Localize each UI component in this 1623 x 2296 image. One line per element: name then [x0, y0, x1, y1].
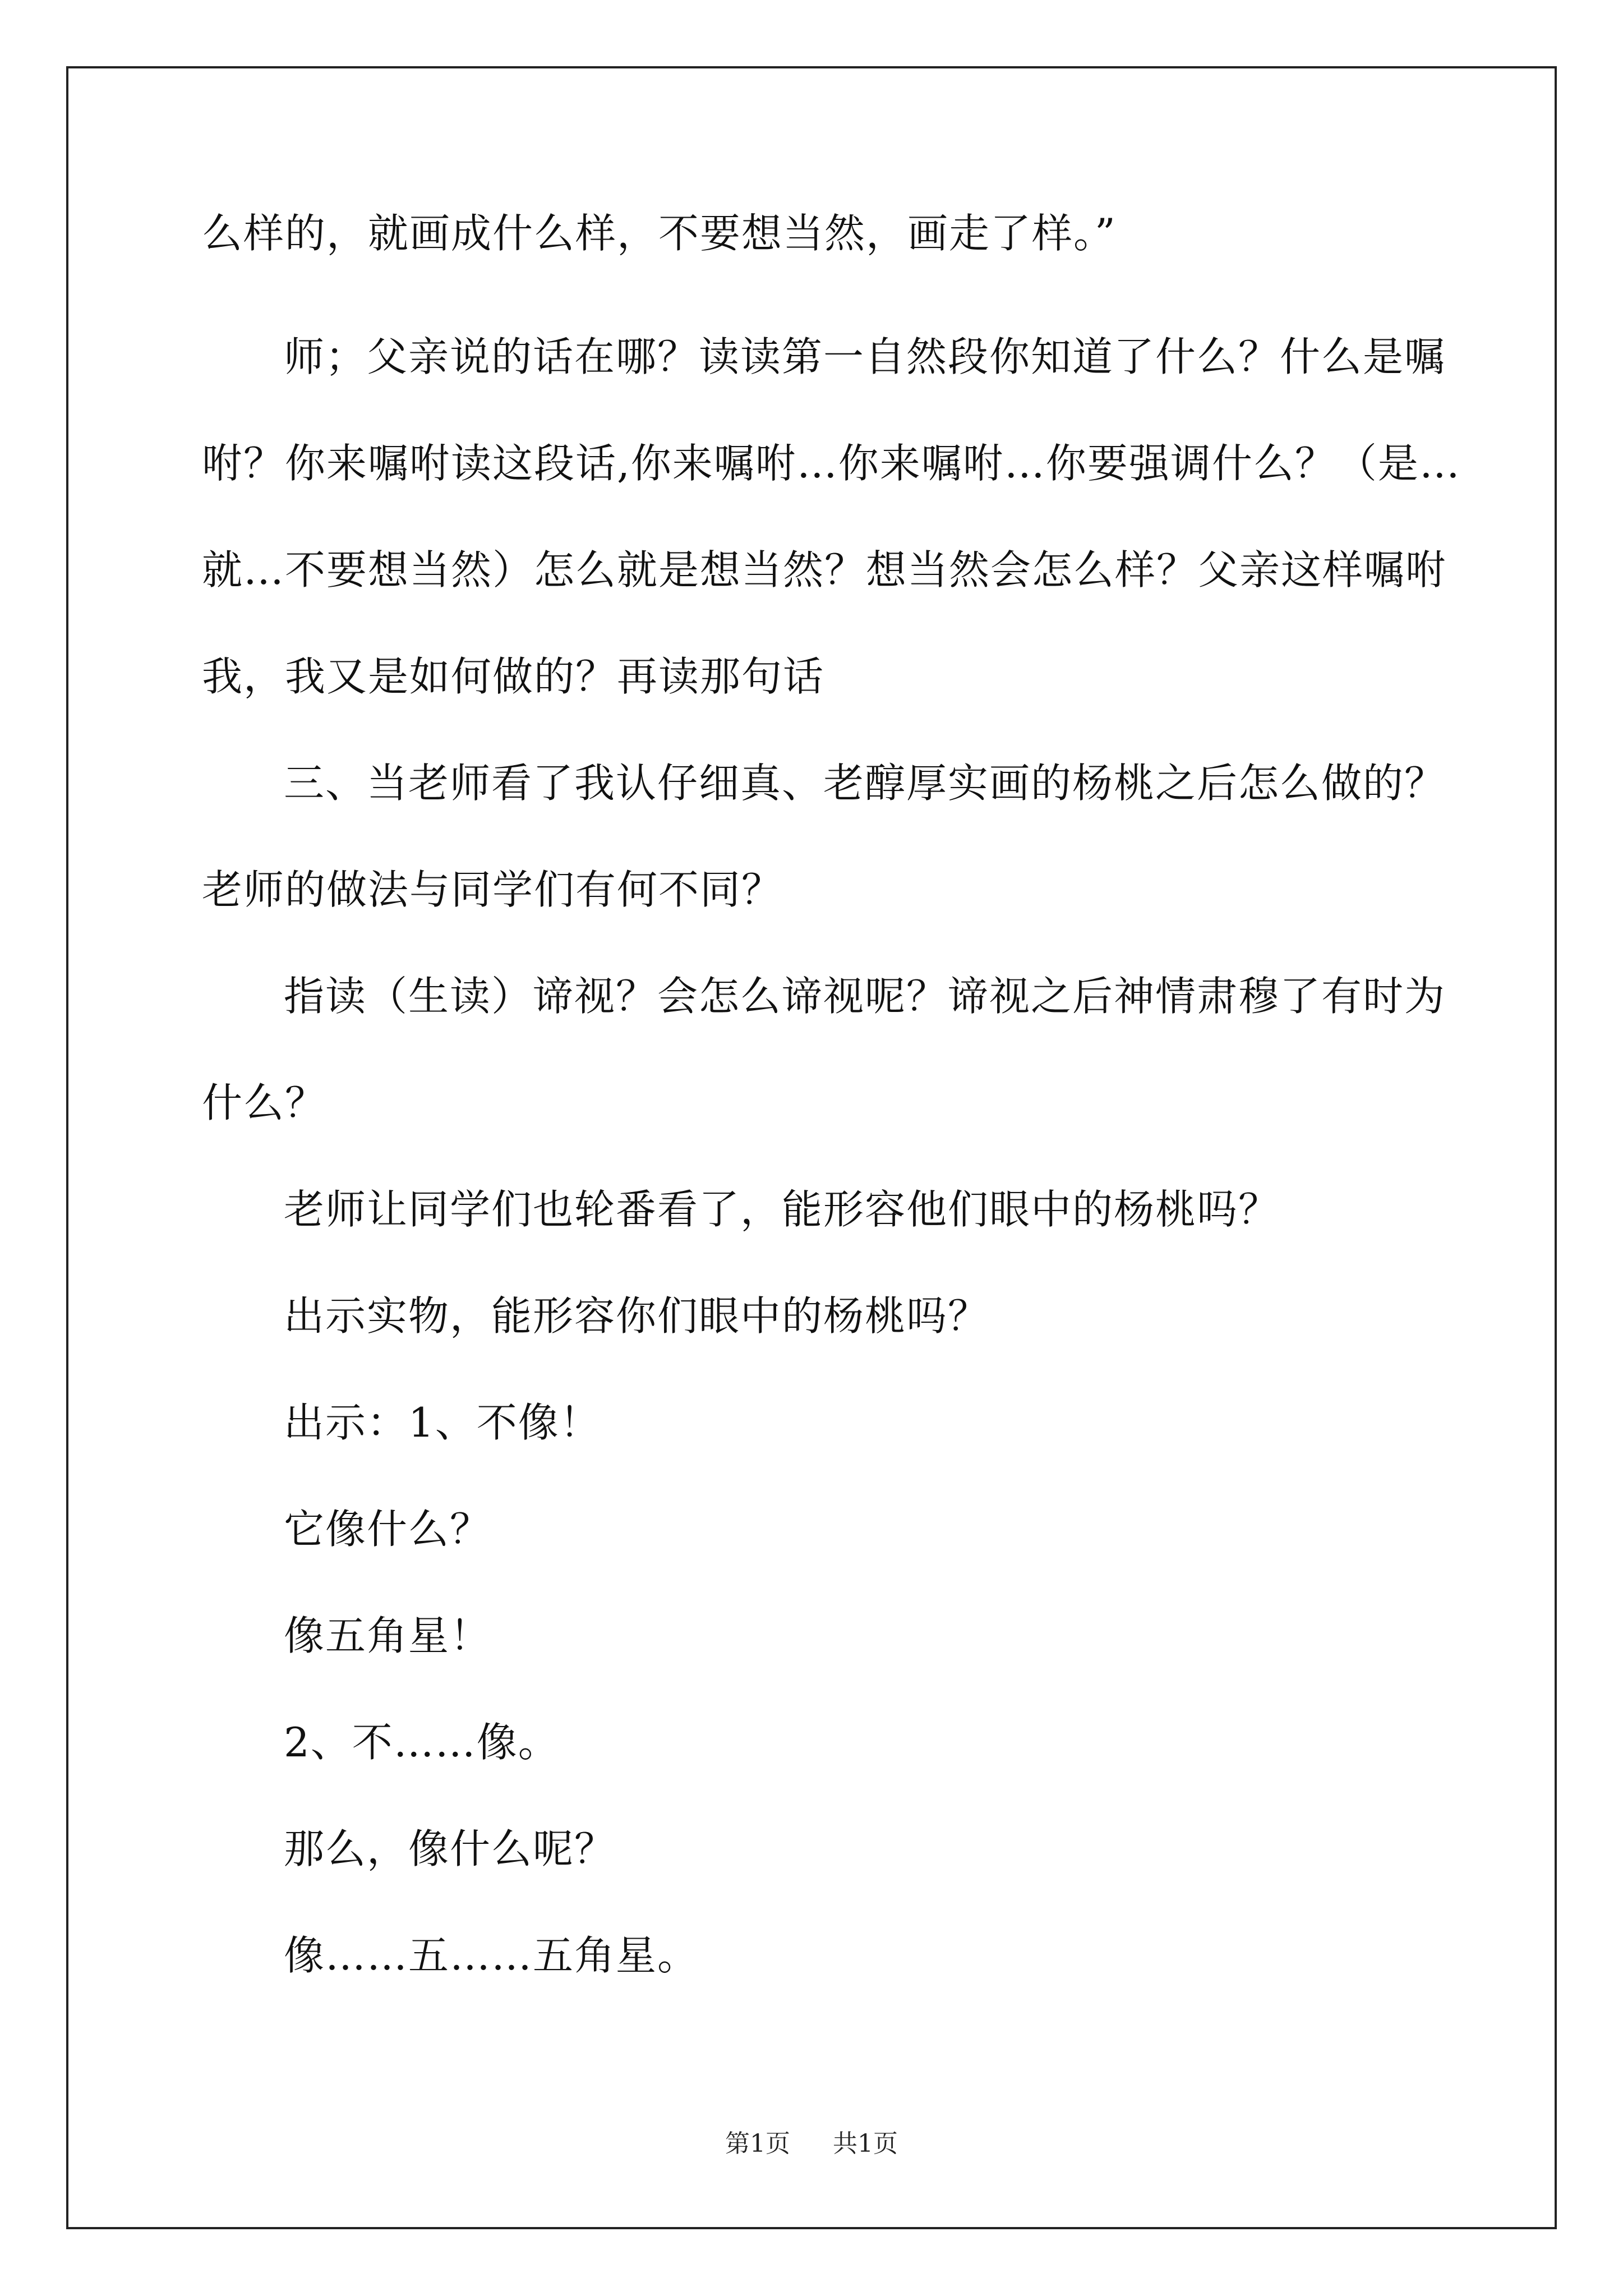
page-number: 第1页 [725, 2129, 790, 2158]
text-line: 老师让同学们也轮番看了，能形容他们眼中的杨桃吗？ [284, 1186, 1280, 1233]
text-line: 老师的做法与同学们有何不同？ [202, 866, 783, 913]
text-line: 2、不……像。 [284, 1719, 560, 1766]
text-line: 它像什么？ [284, 1506, 492, 1553]
text-line: 像……五……五角星。 [284, 1932, 699, 1979]
page-total: 共1页 [833, 2129, 898, 2158]
text-line: 么样的，就画成什么样，不要想当然，画走了样。” [202, 210, 1117, 257]
text-line: 像五角星！ [284, 1612, 492, 1659]
text-line: 那么，像什么呢？ [284, 1825, 616, 1872]
text-line: 三、当老师看了我认仔细真、老醇厚实画的杨桃之后怎么做的？ [284, 760, 1446, 807]
text-line: 出示：1、不像！ [284, 1399, 601, 1446]
text-line: 我，我又是如何做的？再读那句话 [202, 653, 825, 700]
text-line: 出示实物，能形容你们眼中的杨桃吗？ [284, 1292, 990, 1340]
page-border [66, 66, 1557, 2229]
page-footer [0, 2129, 1623, 2158]
text-line: 就…不要想当然）怎么就是想当然？想当然会怎么样？父亲这样嘱咐 [202, 546, 1447, 593]
text-line: 指读（生读）谛视？会怎么谛视呢？谛视之后神情肃穆了有时为 [284, 973, 1446, 1020]
text-line: 咐？你来嘱咐读这段话,你来嘱咐…你来嘱咐…你要强调什么？（是… [202, 440, 1461, 487]
text-line: 师；父亲说的话在哪？读读第一自然段你知道了什么？什么是嘱 [284, 333, 1446, 380]
text-line: 什么？ [202, 1079, 327, 1126]
